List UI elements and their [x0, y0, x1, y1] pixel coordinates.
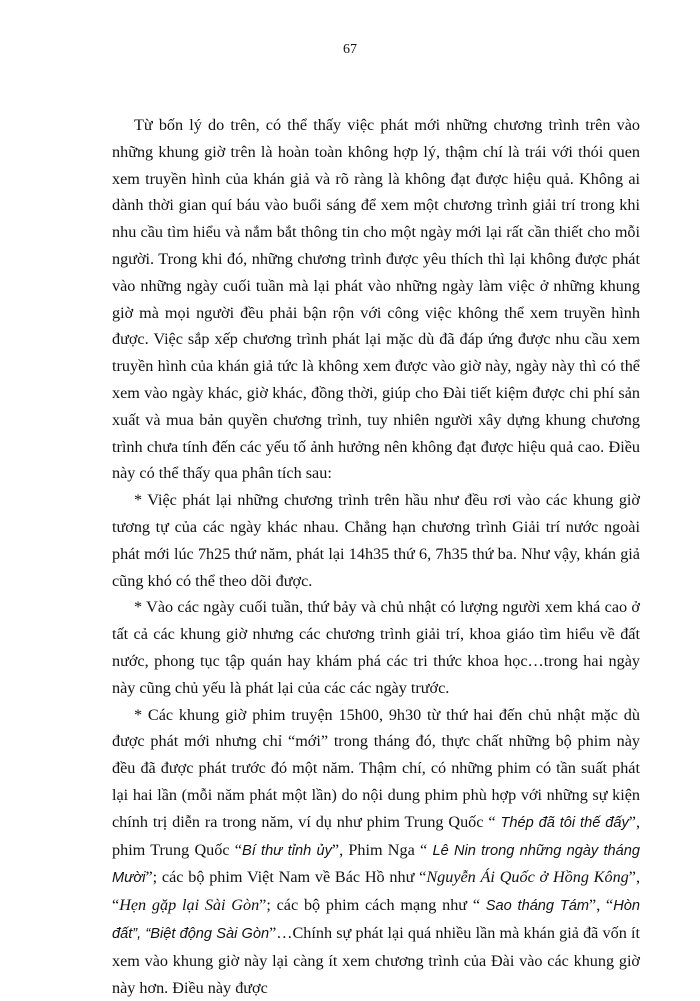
paragraph-rerun-timeslots: * Việc phát lại những chương trình trên hầu như đều rơi vào các khung giờ tương tự của các ngày khác nhau. Chẳng hạn chương trình Giải trí nước ngoài phát mới lúc 7h25 thứ năm, phát lại 14h35 thứ 6, 7h35 thứ ba. Như vậy, khán giả cũng khó có thể theo dõi được. [112, 491, 640, 590]
paragraph-text: ”, Phim Nga “ [331, 840, 433, 859]
page-number: 67 [343, 42, 357, 57]
body-text [112, 112, 640, 1001]
film-title: Nguyễn Ái Quốc ở Hồng Kông [426, 868, 629, 887]
paragraph-weekend: * Vào các ngày cuối tuần, thứ bảy và chủ nhật có lượng người xem khá cao ở tất cả các khung giờ nhưng các chương trình giải trí, khoa giáo tìm hiểu về đất nước, phong tục tập quán hay khám phá các tri thức khoa học…trong hai ngày này cũng chủ yếu là phát lại của các các ngày trước. [112, 598, 640, 697]
film-title: Lê Nin trong những ngày tháng Mười [112, 842, 640, 887]
paragraph-text: ”…Chính sự phát lại quá nhiều lần mà khán giả đã vốn ít xem vào khung giờ này lại càng ít xem chương trình của Đài vào các khung giờ này hơn. Điều này được [112, 923, 640, 997]
paragraph-text: ”; các bộ phim Việt Nam về Bác Hồ như “ [145, 868, 427, 887]
paragraph-intro: Từ bốn lý do trên, có thể thấy việc phát mới những chương trình trên vào những khung giờ trên là hoàn toàn không hợp lý, thậm chí là trái với thói quen xem truyền hình của khán giả và rõ ràng là không đạt được hiệu quả. Không ai dành thời gian quí báu vào buổi sáng để xem một chương trình giải trí trong khi nhu cầu tìm hiểu và nắm bắt thông tin cho một ngày mới lại rất cần thiết cho mỗi người. Trong khi đó, những chương trình được yêu thích thì lại không được phát vào những ngày cuối tuần mà lại phát vào những ngày làm việc ở những khung giờ mà mọi người đều phải bận rộn với công việc không thể xem truyền hình được. Việc sắp xếp chương trình phát lại mặc dù đã đáp ứng được nhu cầu xem truyền hình của khán giả tức là không xem được vào giờ này, ngày này thì có thể xem vào ngày khác, giờ khác, đồng thời, giúp cho Đài tiết kiệm được chi phí sản xuất và mua bản quyền chương trình, tuy nhiên người xây dựng khung chương trình chưa tính đến các yếu tố ảnh hưởng nên không đạt được hiệu quả cao. Điều này có thể thấy qua phân tích sau: [112, 116, 640, 483]
film-title: Sao tháng Tám [485, 898, 590, 915]
paragraph-film-slots [112, 702, 640, 1001]
paragraph-text: ”, “ [112, 868, 640, 915]
film-title: Bí thư tỉnh ủy [241, 842, 332, 859]
paragraph-text: * Các khung giờ phim truyện 15h00, 9h30 từ thứ hai đến chủ nhật mặc dù được phát mới nhưng chỉ “mới” trong tháng đó, thực chất những bộ phim này đều đã được phát trước đó một năm. Thậm chí, có những phim có tần suất phát lại hai lần (mỗi năm phát một lần) do nội dung phim phù hợp với những sự kiện chính trị diễn ra trong năm, ví dụ như phim Trung Quốc “ [112, 705, 640, 831]
film-title: Thép đã tôi thế đấy [500, 814, 629, 831]
paragraph-text: ”, phim Trung Quốc “ [112, 812, 640, 859]
paragraph-text: ”; các bộ phim cách mạng như “ [259, 896, 486, 915]
paragraph-text: ”, “ [589, 896, 614, 915]
film-title: Hòn đất”, “Biệt động Sài Gòn [112, 898, 640, 942]
film-title: Hẹn gặp lại Sài Gòn [119, 896, 260, 915]
